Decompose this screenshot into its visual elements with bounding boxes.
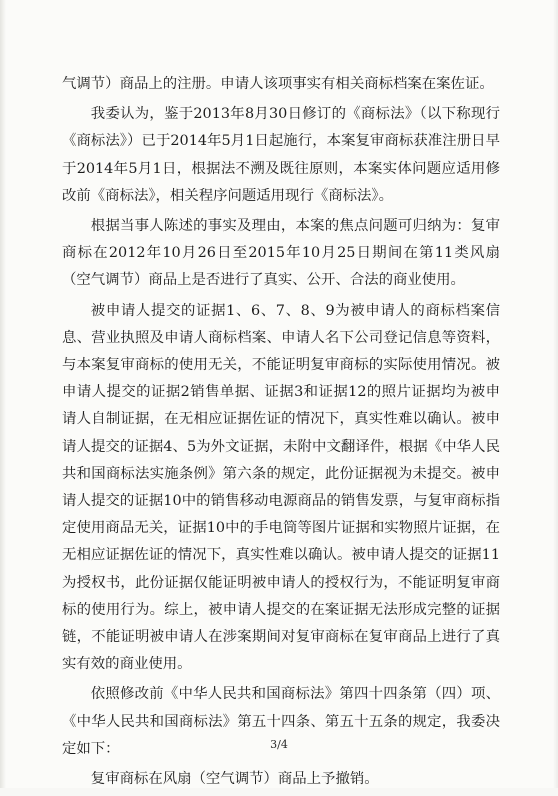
page-number: 3/4 [270, 738, 288, 751]
page-left-edge [0, 0, 6, 788]
paragraph-continuation: 气调节）商品上的注册。申请人该项事实有相关商标档案在案佐证。 [62, 76, 494, 92]
paragraph-focus-issue: 根据当事人陈述的事实及理由，本案的焦点问题可归纳为：复审商标在2012年10月26日至2015年10月25日期间在第11类风扇（空气调节）商品上是否进行了真实、公开、合法的商业使用。 [62, 218, 500, 289]
page-right-edge [553, 0, 558, 788]
paragraph-applicable-law: 我委认为，鉴于2013年8月30日修订的《商标法》（以下称现行《商标法》）已于2014年5月1日起施行，本案复审商标获准注册日早于2014年5月1日，根据法不溯及既往原则，本案实体问题应适用修改前《商标法》，相关程序问题适用现行《商标法》。 [62, 106, 500, 204]
paragraph-decision: 复审商标在风扇（空气调节）商品上予撤销。 [90, 771, 379, 788]
document-body [62, 71, 500, 796]
paragraph-evidence-analysis: 被申请人提交的证据1、6、7、8、9为被申请人的商标档案信息、营业执照及申请人商标档案、申请人名下公司登记信息等资料，与本案复审商标的使用无关，不能证明复审商标的实际使用情况。被申请人提交的证据2销售单据、证据3和证据12的照片证据均为被申请人自制证据，在无相应证据佐证的情况下，真实性难以确认。被申请人提交的证据4、5为外文证据，未附中文翻译件，根据《中华人民共和国商标法实施条例》第六条的规定，此份证据视为未提交。被申请人提交的证据10中的销售移动电源商品的销售发票，与复审商标指定使用商品无关，证据10中的手电筒等图片证据和实物照片证据，在无相应证据佐证的情况下，真实性难以确认。被申请人提交的证据11为授权书，此份证据仅能证明被申请人的授权行为，不能证明复审商标的使用行为。综上，被申请人提交的在案证据无法形成完整的证据链，不能证明被申请人在涉案期间对复审商标在复审商品上进行了真实有效的商业使用。 [62, 302, 500, 673]
paragraph-legal-basis: 依照修改前《中华人民共和国商标法》第四十四条第（四）项、《中华人民共和国商标法》第五十四条、第五十五条的规定，我委决定如下： [62, 686, 500, 757]
